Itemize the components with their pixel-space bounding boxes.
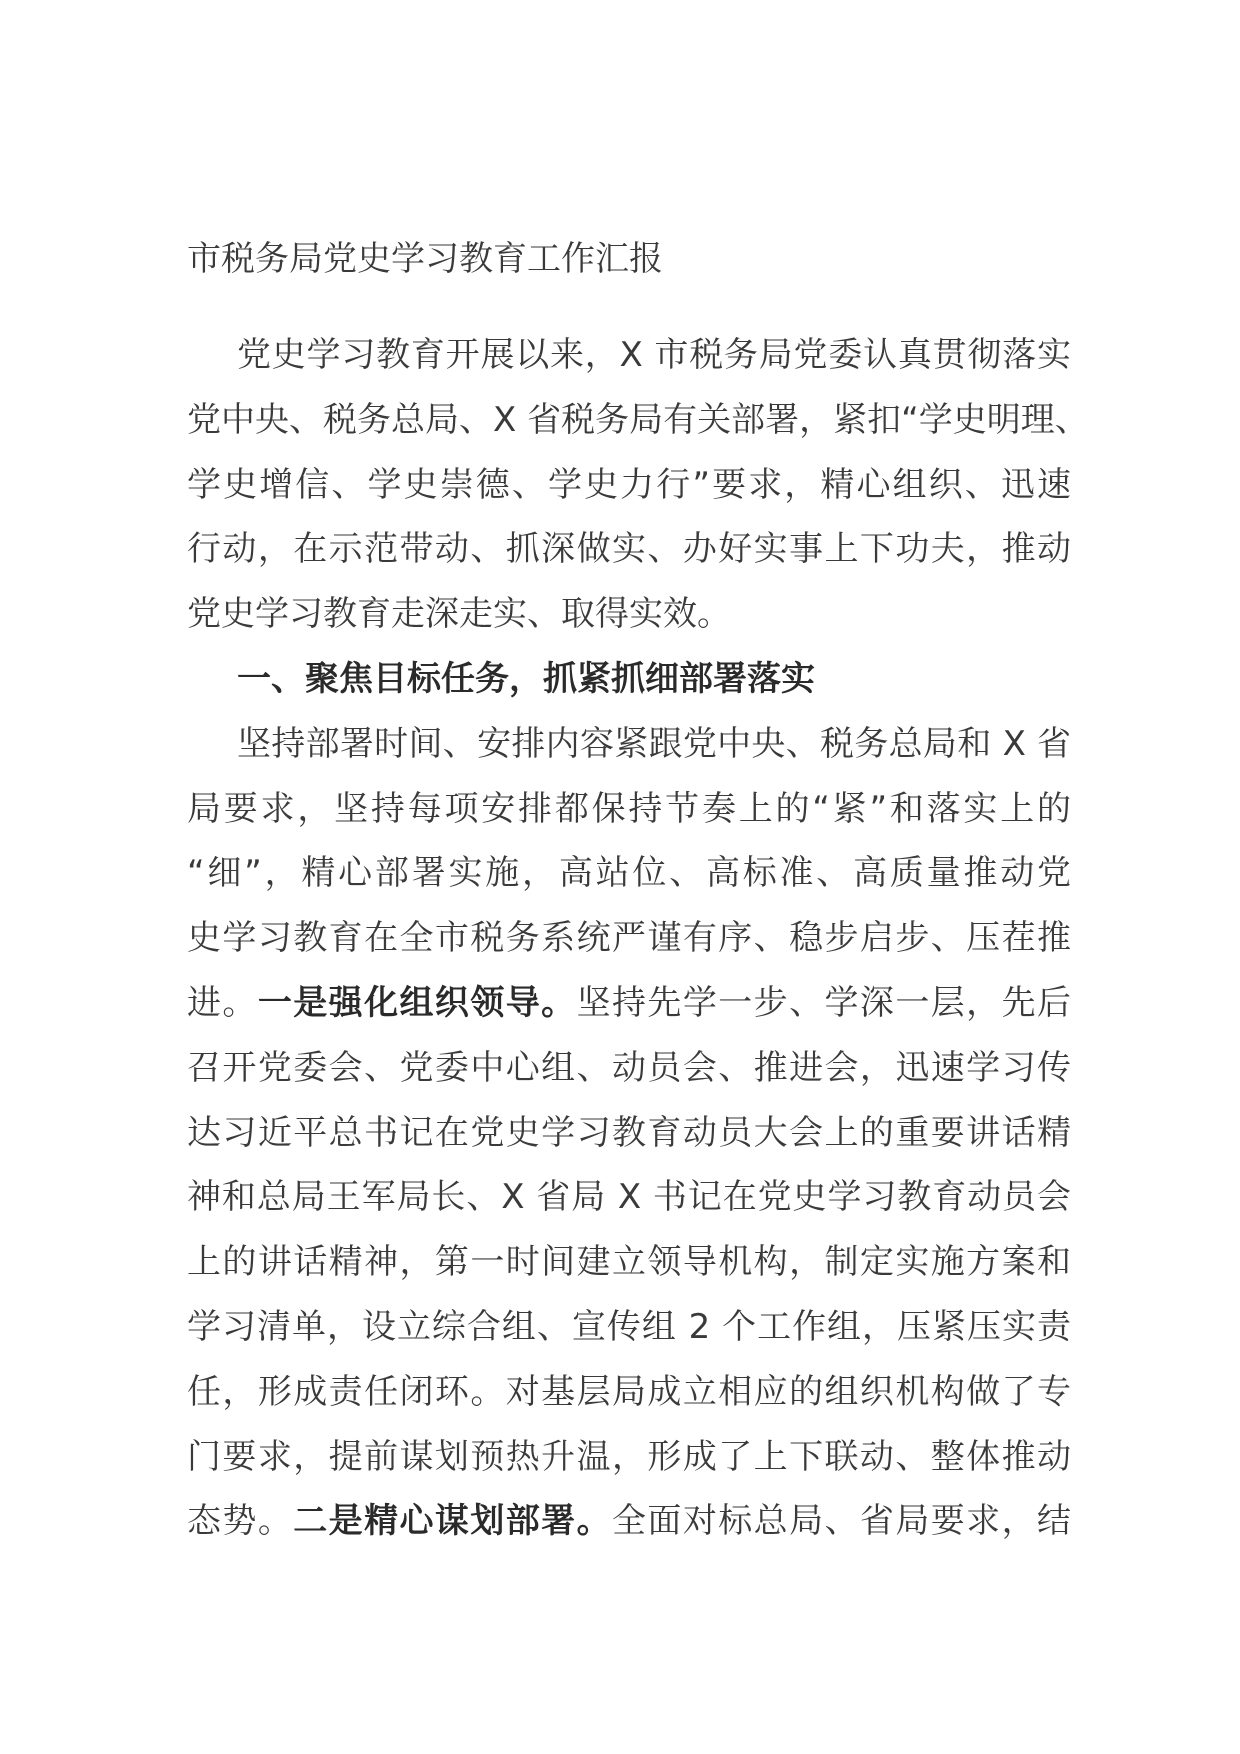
text-run: 门要求，提前谋划预热升温，形成了上下联动、整体推动: [187, 1436, 1071, 1477]
text-run: 党史学习教育开展以来，X 市税务局党委认真贯彻落实: [237, 335, 1071, 375]
text-line: [187, 1304, 1071, 1369]
text-line: [187, 980, 1071, 1045]
text-line: [187, 1045, 1071, 1110]
text-run: 上的讲话精神，第一时间建立领导机构，制定实施方案和: [187, 1242, 1071, 1283]
text-run: 达习近平总书记在党史学习教育动员大会上的重要讲话精: [187, 1112, 1071, 1153]
text-line: [187, 591, 1071, 656]
text-line: [187, 1239, 1071, 1304]
text-line: [187, 1498, 1071, 1563]
text-run: 学习清单，设立综合组、宣传组 2 个工作组，压紧压实责: [187, 1306, 1071, 1347]
text-run: 神和总局王军局长、X 省局 X 书记在党史学习教育动员会: [187, 1177, 1071, 1218]
text-line: [187, 786, 1071, 851]
text-line: [187, 397, 1089, 462]
text-run: 局要求，坚持每项安排都保持节奏上的“紧”和落实上的: [187, 788, 1071, 829]
text-run: 坚持部署时间、安排内容紧跟党中央、税务总局和 X 省: [237, 723, 1071, 764]
document-body: [187, 332, 1089, 1563]
text-run: 任，形成责任闭环。对基层局成立相应的组织机构做了专: [187, 1371, 1071, 1412]
text-run: “细”，精心部署实施，高站位、高标准、高质量推动党: [187, 853, 1071, 894]
text-run: 坚持先学一步、学深一层，先后: [576, 982, 1072, 1023]
text-run: 召开党委会、党委中心组、动员会、推进会，迅速学习传: [187, 1047, 1071, 1088]
text-line: [187, 1110, 1071, 1175]
text-run: 党史学习教育走深走实、取得实效。: [187, 594, 731, 635]
section-heading: [187, 656, 1071, 721]
text-line: [187, 721, 1071, 786]
text-run: 学史增信、学史崇德、学史力行”要求，精心组织、迅速: [187, 464, 1071, 505]
text-line: [187, 850, 1071, 915]
bold-text: 一是强化组织领导。: [257, 982, 577, 1023]
text-line: [187, 1369, 1071, 1434]
text-run: 党中央、税务总局、X 省税务局有关部署，紧扣“学史明理、: [187, 399, 1089, 440]
text-run: 行动，在示范带动、抓深做实、办好实事上下功夫，推动: [187, 529, 1071, 570]
bold-text: 一、聚焦目标任务，抓紧抓细部署落实: [237, 658, 815, 699]
text-line: [187, 332, 1071, 397]
text-run: 进。: [187, 982, 258, 1023]
text-line: [187, 462, 1071, 527]
bold-text: 二是精心谋划部署。: [293, 1501, 612, 1542]
text-run: 态势。: [187, 1501, 294, 1542]
text-line: [187, 915, 1071, 980]
text-line: [187, 1174, 1071, 1239]
document-title: 市税务局党史学习教育工作汇报: [187, 239, 663, 279]
text-run: 全面对标总局、省局要求，结: [612, 1501, 1071, 1542]
text-run: 史学习教育在全市税务系统严谨有序、稳步启步、压茬推: [187, 918, 1071, 959]
text-line: [187, 1434, 1071, 1499]
text-line: [187, 526, 1071, 591]
